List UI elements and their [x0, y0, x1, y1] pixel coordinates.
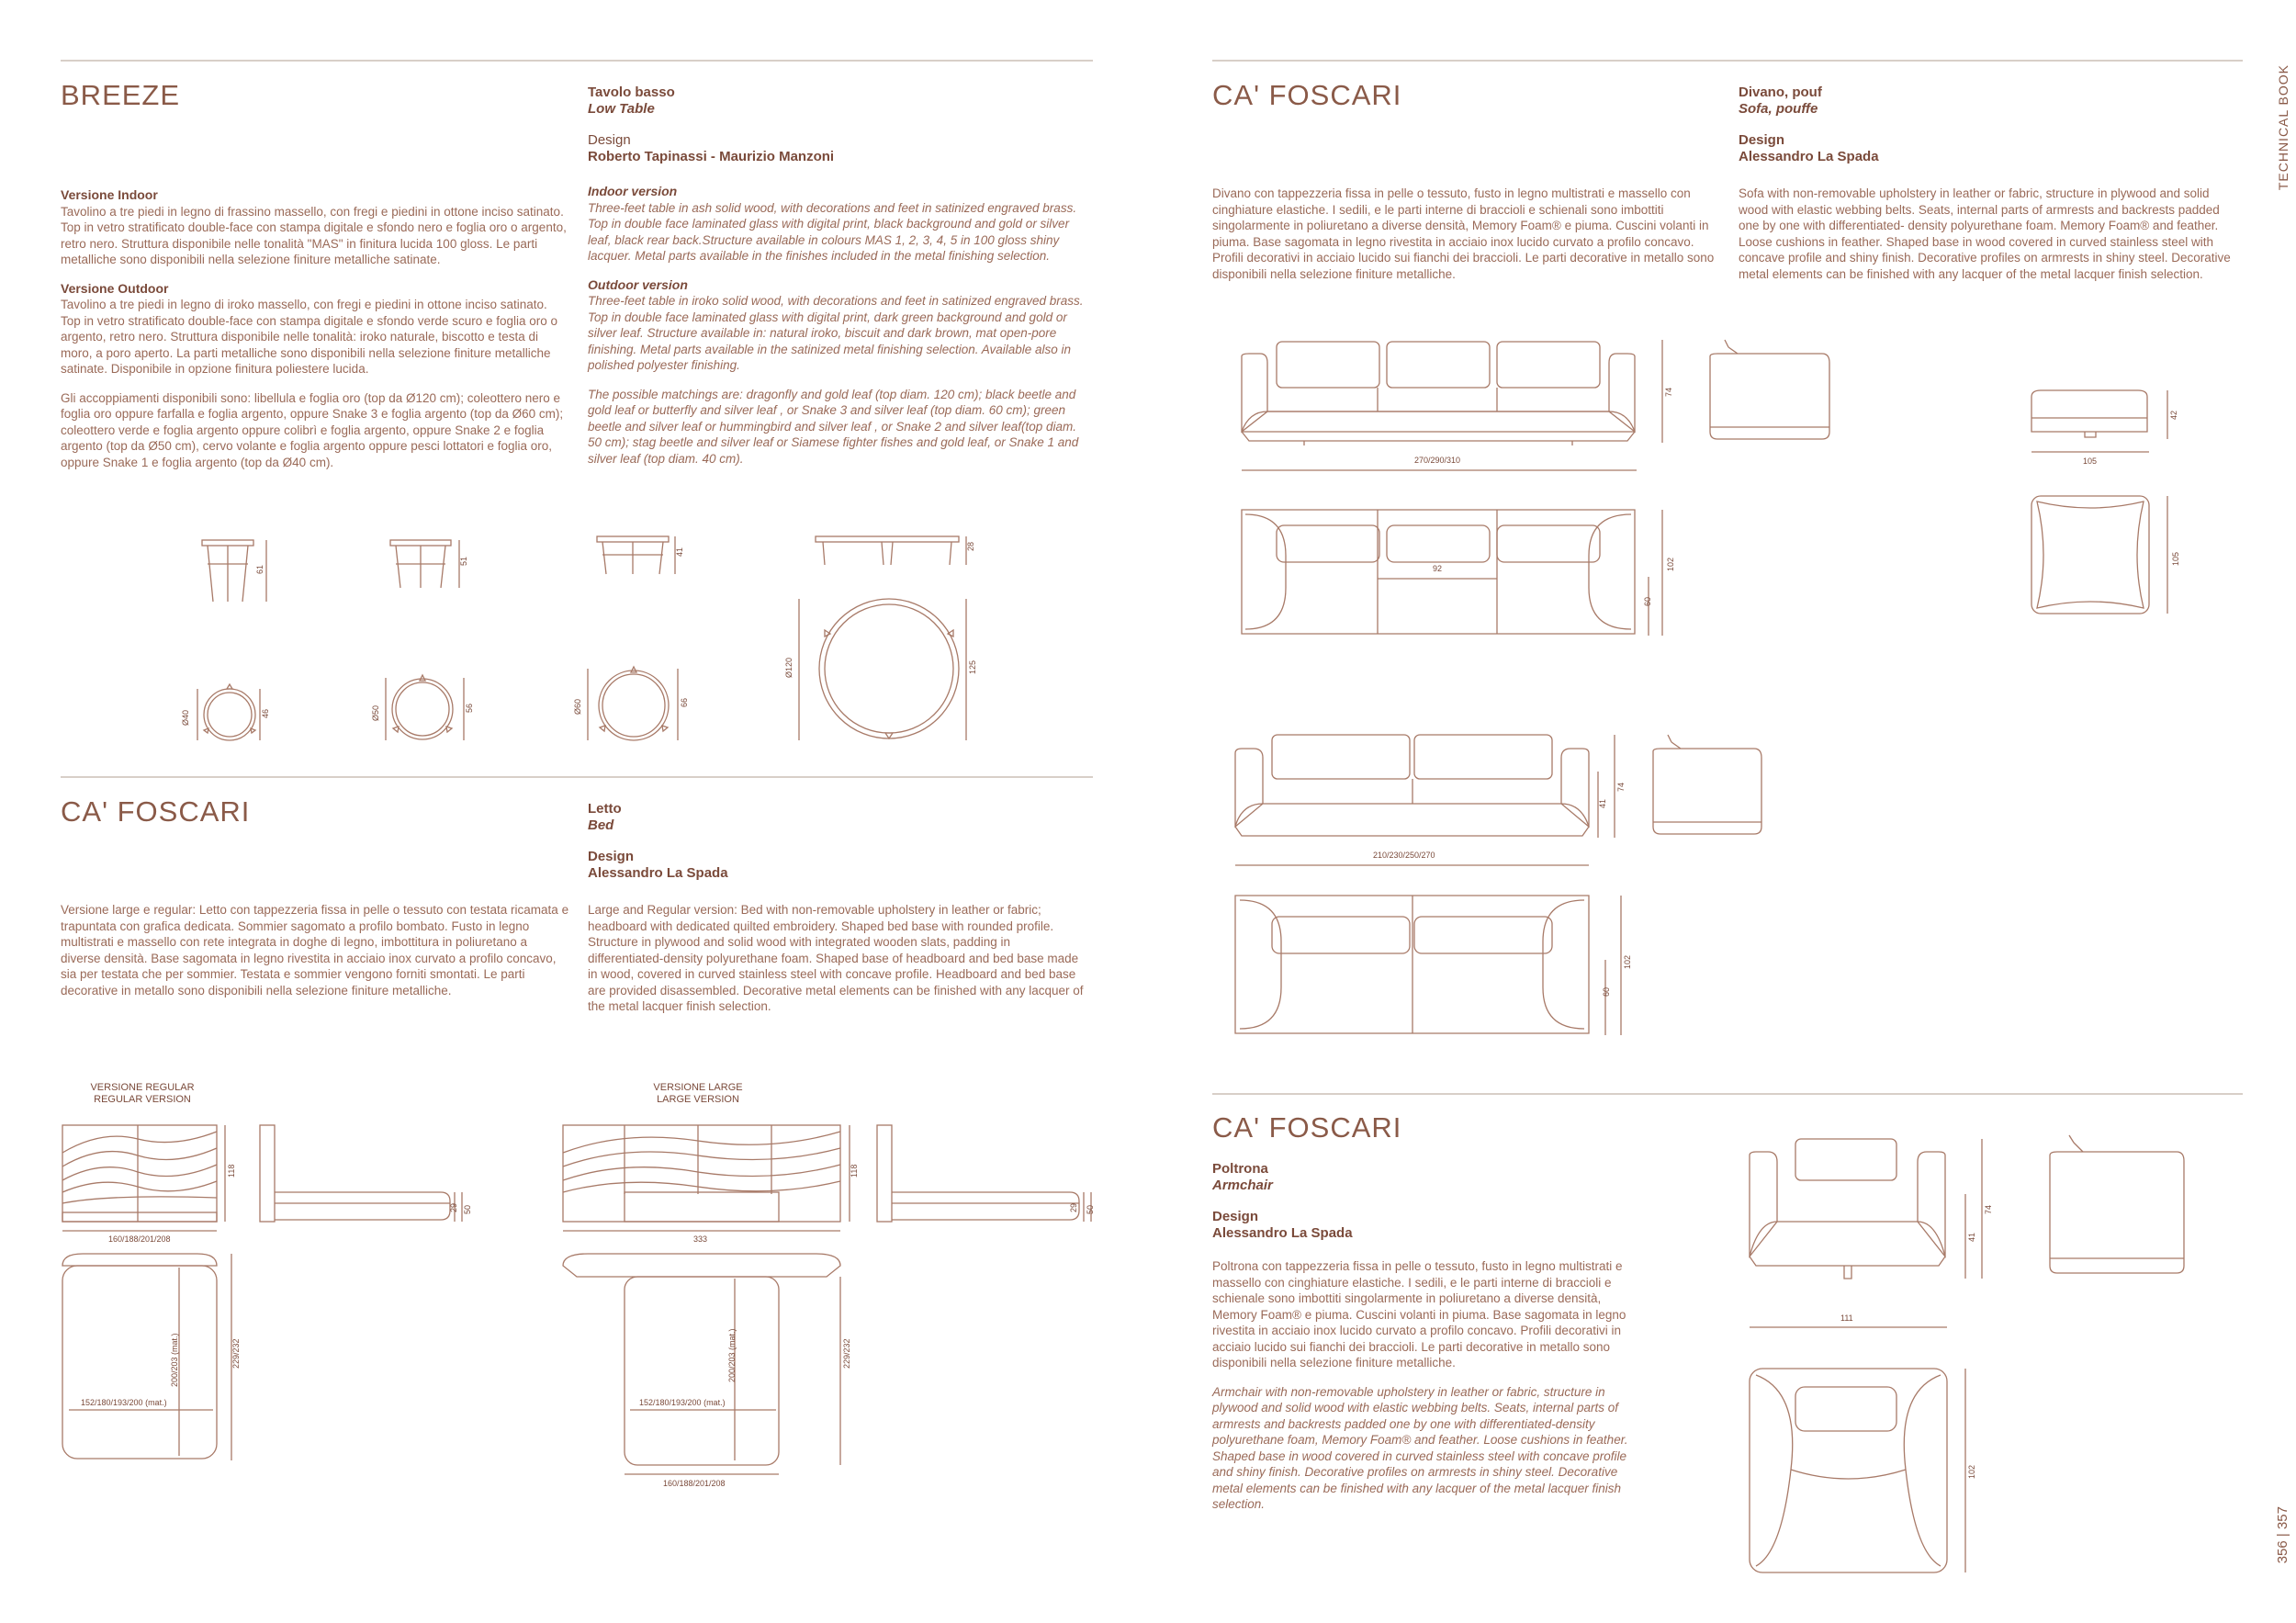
sofa-dim-s1-d1: 102: [1666, 557, 1675, 571]
dim-w4: 125: [968, 659, 977, 674]
dim-h1: 61: [255, 564, 264, 574]
armchair-desc-en: Armchair with non-removable upholstery in leather or fabric, structure in plywood and solid wood with elastic webbing belts. Seats, internal parts of armrests and backrests padded one by one with differentiated-density polyurethane foam, Memory Foam® and feather. Loose cushions in feather. Shaped base in wood covered in curved stainless steel with concave profile and shiny finish. Decorative profiles on armrests in shiny steel. Decorative metal elements can be finished with any lacquer of the metal lacquer finish selection.: [1212, 1384, 1628, 1511]
dim-w1: 46: [261, 708, 270, 718]
breeze-indoor-en: Three-feet table in ash solid wood, with decorations and feet in satinized engraved brass. Top in double face laminated glass with digital print, black background and gold or silver leaf, black rear back.Structure available in colours MAS 1, 2, 3, 4, 5 in 100 gloss shiny lacquer. Metal parts available in the finishes included in the metal finishing selection.: [588, 200, 1077, 263]
bed-type-it: Letto: [588, 801, 622, 817]
breeze-matching-it: Gli accoppiamenti disponibili sono: libellula e foglia oro (top da Ø120 cm); coleottero nero e foglia oro oppure farfalla e foglia argento, oppure Snake 3 e foglia argento (top da Ø60 cm); coleottero verde e foglia argento oppure colibrì e foglia argento, oppure Snake 2 e foglia argento (top da Ø50 cm), cervo volante e foglia argento oppure pesci lottatori e foglia oro, oppure Snake 1 e foglia argento (top da Ø40 cm).: [61, 390, 564, 469]
armchair-title: CA' FOSCARI: [1212, 1111, 1402, 1144]
bed-desc-en: Large and Regular version: Bed with non-removable upholstery in leather or fabric; headboard with dedicated quilted embroidery. Shaped bed base with rounded profile. Structure in plywood and solid wood with integrated wooden slats, padding in differentiated-density polyurethane foam. Shaped base of headboard and bed base made in wood, covered in curved stainless steel with concave profile. Headboard and bed base are provided disassembled. Decorative metal elements can be finished with any lacquer of the metal lacquer finish selection.: [588, 903, 1084, 1013]
bed-regular-label-en: REGULAR VERSION: [94, 1094, 191, 1105]
bed-regular-side: [260, 1125, 472, 1222]
sofa-dim-s2-h2: 74: [1616, 782, 1626, 792]
armchair-dim-w: 111: [1840, 1313, 1853, 1323]
pouf-dim-d: 105: [2171, 551, 2180, 566]
pouf-plan: [2032, 496, 2180, 614]
sofa-type-it: Divano, pouf: [1739, 85, 1822, 100]
dim-d2: Ø50: [371, 704, 380, 721]
breeze-outdoor-en-head: Outdoor version: [588, 276, 688, 292]
breeze-indoor-en-head: Indoor version: [588, 184, 678, 198]
bed-large-label-en: LARGE VERSION: [657, 1094, 739, 1105]
sofa-designer: Alessandro La Spada: [1739, 149, 1879, 164]
sofa-dim-s2-h1: 41: [1598, 798, 1607, 808]
bed-dim-reg-len: 229/232: [231, 1338, 241, 1369]
bed-regular-front: [62, 1125, 236, 1244]
dim-d3: Ø60: [573, 698, 582, 715]
breeze-designer: Roberto Tapinassi - Maurizio Manzoni: [588, 149, 835, 164]
armchair-side: [2050, 1135, 2184, 1273]
breeze-matching-en: The possible matchings are: dragonfly and gold leaf (top diam. 120 cm); black beetle and gold leaf or butterfly and silver leaf , or Snake 3 and silver leaf (top diam. 60 cm); green beetle and silver leaf or hummingbird and silver leaf , or Snake 2 and silver leaf(top diam. 50 cm); stag beetle and silver leaf or Siamese fighter fishes and gold leaf, or Snake 1 and silver leaf (top diam. 40 cm).: [588, 387, 1079, 466]
bed-design-label: Design: [588, 849, 635, 864]
bed-dim-lrg-side-h1: 29: [1069, 1202, 1078, 1212]
bed-dim-lrg-inner-w: 152/180/193/200 (mat.): [639, 1398, 726, 1407]
sofa-desc-en: Sofa with non-removable upholstery in leather or fabric, structure in plywood and solid wood with elastic webbing belts. Seats, internal parts of armrests and backrests padded one by one with differentiated- density polyurethane foam. Memory Foam® and feather. Loose cushions in feather. Shaped base in wood covered in curved stainless steel with concave profile and shiny finish. Decorative profiles on armrests in shiny steel. Decorative metal elements can be finished with any lacquer of the metal lacquer finish selection.: [1739, 186, 2231, 281]
armchair-dim-h2: 74: [1984, 1204, 1993, 1214]
sofa-dim-s2-d2: 60: [1602, 986, 1611, 997]
pouf-front: [2032, 390, 2178, 466]
breeze-design-label: Design: [588, 132, 631, 148]
sofa-dim-s1-seat: 92: [1433, 564, 1443, 573]
sofa-dim-s1-h: 74: [1664, 387, 1673, 397]
breeze-outdoor-it-head: Versione Outdoor: [61, 280, 169, 296]
bed-dim-lrg-len: 229/232: [842, 1338, 851, 1369]
breeze-table-side-40: [202, 540, 266, 602]
bed-large-plan: [563, 1254, 851, 1488]
sofa-type-en: Sofa, pouffe: [1739, 101, 1818, 117]
breeze-table-plan-60: [573, 667, 689, 740]
dim-w2: 56: [465, 703, 474, 713]
bed-dim-lrg-h: 118: [850, 1164, 859, 1178]
dim-h2: 51: [459, 556, 468, 566]
armchair-type-en: Armchair: [1212, 1178, 1273, 1193]
breeze-table-side-120: [816, 536, 975, 565]
dim-d1: Ø40: [181, 709, 190, 726]
armchair-design-label: Design: [1212, 1209, 1259, 1224]
breeze-outdoor-en: Three-feet table in iroko solid wood, with decorations and feet in satinized engraved brass. Top in double face laminated glass with digital print, dark green background and gold or silver leaf. Structure available in: natural iroko, biscuit and dark brown, mat open-pore finishing. Metal parts available in the satinized metal finishing selection. Available also in polished polyester finishing.: [588, 294, 1084, 372]
dim-w3: 66: [680, 697, 689, 707]
bed-dim-lrg-side-h2: 50: [1086, 1204, 1095, 1214]
sofa-dim-s1-w: 270/290/310: [1414, 456, 1461, 465]
breeze-type-en: Low Table: [588, 101, 655, 117]
bed-dim-reg-inner-len: 200/203 (mat.): [170, 1333, 179, 1387]
sofa-small-front: [1235, 735, 1626, 865]
breeze-outdoor-it: Tavolino a tre piedi in legno di iroko massello, con fregi e piedini in ottone inciso satinato. Top in vetro stratificato double-face con stampa digitale e sfondo verde scuro e foglia oro o argento, retro nero. Struttura disponibile nelle tonalità: iroko naturale, biscotto e testa di moro, a poro aperto. La parti metalliche sono disponibili nella selezione finiture metalliche satinate. Disponibile in opzione finitura poliestere lucida.: [61, 298, 558, 376]
sofa-title: CA' FOSCARI: [1212, 79, 1402, 111]
bed-large-side: [877, 1125, 1095, 1222]
sidebar-label: TECHNICAL BOOK: [2276, 64, 2290, 191]
dim-h4: 28: [966, 541, 975, 551]
sofa-large-plan: [1242, 510, 1675, 636]
armchair-type-it: Poltrona: [1212, 1161, 1268, 1177]
breeze-title: BREEZE: [61, 79, 181, 111]
bed-dim-reg-w: 160/188/201/208: [108, 1234, 171, 1244]
bed-desc-it: Versione large e regular: Letto con tappezzeria fissa in pelle o tessuto con testata ricamata e trapuntata con grafica dedicata. Sommier sagomato a profilo bombato. Fusto in legno multistrati e massello con rete integrata in doghe di legno, imbottitura in poliuretano a diverse densità. Base sagomata in legno rivestita in acciaio inox curvato a profilo concavo, sia per testata che per sommier. Testata e sommier vengono forniti smontati. Le parti decorative in metallo sono disponibili nella selezione finiture metalliche.: [61, 903, 569, 997]
armchair-desc-it: Poltrona con tappezzeria fissa in pelle o tessuto, fusto in legno multistrati e massello con cinghiature elastiche. I sedili, e le parti interne di braccioli e schienale sono imbottiti singolarmente in poliuretano a diverse densità, Memory Foam® e piuma. Cuscini volanti in piuma. Base sagomata in legno rivestita in acciaio inox lucido curvato a profilo concavo. Profili decorativi in acciaio lucido sui fianchi dei braccioli. Le parti decorative in metallo sono disponibili nella selezione finiture metalliche.: [1212, 1259, 1626, 1369]
dim-d4: Ø120: [784, 657, 793, 678]
bed-regular-label-it: VERSIONE REGULAR: [90, 1082, 195, 1093]
bed-type-en: Bed: [588, 817, 614, 833]
armchair-dim-h1: 41: [1967, 1232, 1976, 1242]
bed-dim-side-h2: 50: [463, 1204, 472, 1214]
armchair-plan: [1750, 1369, 1976, 1572]
pouf-dim-h: 42: [2169, 410, 2178, 420]
bed-dim-lrg-base-w: 160/188/201/208: [663, 1479, 726, 1488]
sofa-large-side: [1710, 340, 1829, 439]
sofa-large-front: [1242, 340, 1673, 470]
bed-dim-reg-inner-w: 152/180/193/200 (mat.): [81, 1398, 167, 1407]
bed-dim-lrg-w: 333: [693, 1234, 708, 1244]
breeze-table-side-50: [390, 540, 468, 588]
sofa-dim-s1-d2: 60: [1643, 596, 1652, 606]
armchair-designer: Alessandro La Spada: [1212, 1225, 1353, 1241]
breeze-table-plan-120: [784, 599, 977, 740]
bed-regular-plan: [62, 1254, 241, 1460]
page-numbers: 356 | 357: [2275, 1506, 2290, 1564]
breeze-type-it: Tavolo basso: [588, 85, 675, 100]
pouf-dim-w: 105: [2083, 456, 2098, 466]
bed-large-front: [563, 1125, 859, 1244]
sofa-design-label: Design: [1739, 132, 1785, 148]
breeze-indoor-it-head: Versione Indoor: [61, 187, 158, 202]
breeze-table-plan-50: [371, 675, 474, 740]
dim-h3: 41: [675, 547, 684, 557]
armchair-dim-d: 102: [1967, 1464, 1976, 1479]
bed-designer: Alessandro La Spada: [588, 865, 728, 881]
armchair-front: [1750, 1139, 1993, 1327]
bed-large-label-it: VERSIONE LARGE: [653, 1082, 743, 1093]
bed-dim-lrg-inner-len: 200/203 (mat.): [727, 1328, 737, 1382]
bed-dim-side-h1: 29: [449, 1202, 458, 1212]
breeze-table-side-60: [597, 536, 684, 574]
sofa-dim-s2-w: 210/230/250/270: [1373, 851, 1435, 860]
sofa-desc-it: Divano con tappezzeria fissa in pelle o tessuto, fusto in legno multistrati e massello con cinghiature elastiche. I sedili, e le parti interne di braccioli e schienali sono imbottiti singolarmente in poliuretano a diverse densità, Memory Foam® e piuma. Cuscini volanti in piuma. Base sagomata in legno rivestita in acciaio inox lucido curvato a profilo concavo. Profili decorativi in acciaio lucido sui fianchi dei braccioli. Le parti decorative in metallo sono disponibili nella selezione finiture metalliche.: [1212, 186, 1715, 281]
breeze-indoor-it: Tavolino a tre piedi in legno di frassino massello, con fregi e piedini in ottone inciso satinato. Top in vetro stratificato double-face con stampa digitale e sfondo nero e foglia oro o argento, retro nero. Struttura disponibile nelle tonalità "MAS" in finitura lucida 100 gloss. Le parti metalliche sono disponibili nella selezione finiture metalliche satinate.: [61, 204, 567, 266]
breeze-table-plan-40: [181, 684, 270, 740]
sofa-small-plan: [1235, 896, 1632, 1035]
sofa-small-side: [1653, 735, 1761, 834]
sofa-dim-s2-d1: 102: [1623, 954, 1632, 969]
bed-title: CA' FOSCARI: [61, 795, 251, 828]
bed-dim-reg-h: 118: [227, 1164, 236, 1178]
